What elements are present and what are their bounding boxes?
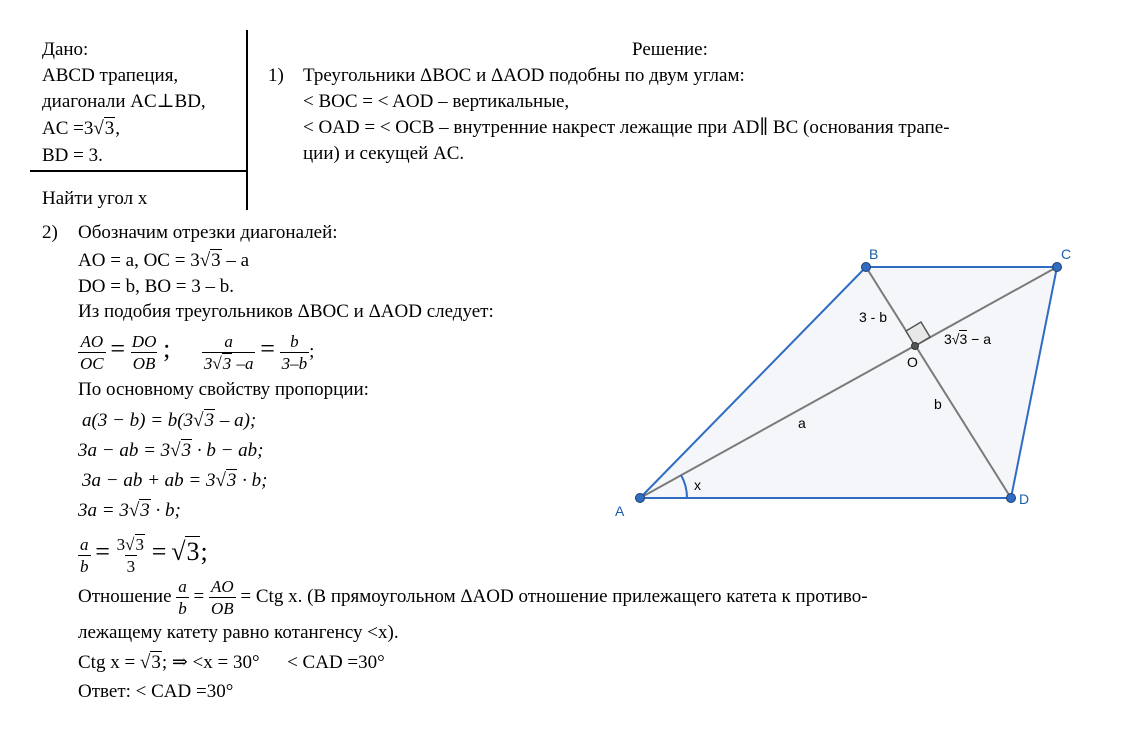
segment-bo-label: 3 - b bbox=[859, 309, 888, 325]
step-2-line-1: Обозначим отрезки диагоналей: bbox=[78, 222, 338, 243]
step-2-line-2: AO = a, OC = 3√3 – a bbox=[78, 250, 250, 271]
given-line-2: диагонали AC⊥BD, bbox=[42, 91, 206, 112]
segment-ao-label: a bbox=[798, 415, 806, 431]
frac-rel-ao-ob: $\frac{AO}{OB}$ bbox=[211, 577, 234, 619]
step-1-line-1: Треугольники ΔBOC и ΔAOD подобны по двум углам: bbox=[303, 65, 745, 86]
given-line-1: ABCD трапеция, bbox=[42, 65, 179, 86]
frac-b-over: $\frac{b}{3-b}$ bbox=[281, 332, 308, 374]
find-text: Найти угол x bbox=[42, 188, 148, 209]
prop-end: ; bbox=[309, 341, 315, 362]
step-1-number: 1) bbox=[268, 65, 284, 86]
given-line-3: AC =3√3, bbox=[42, 118, 121, 139]
frac-a-b: $\frac{a}{b}$ bbox=[80, 535, 89, 577]
point-d bbox=[1007, 494, 1016, 503]
eq5-equals-1: = bbox=[95, 537, 110, 566]
point-b bbox=[862, 263, 871, 272]
step-2-line-3: DO = b, BO = 3 – b. bbox=[78, 276, 235, 297]
equation-1: a(3 − b) = b(3√3 – a); bbox=[82, 410, 257, 431]
equation-3: 3a − ab + ab = 3√3 · b; bbox=[82, 470, 268, 491]
answer-label: Ответ: bbox=[78, 681, 131, 702]
ctg-cad: < CAD =30° bbox=[287, 652, 385, 673]
equation-4: 3a = 3√3 · b; bbox=[78, 500, 181, 521]
prop-eq-2: = bbox=[260, 334, 275, 363]
prop-eq-1: = bbox=[110, 334, 126, 363]
step-2-line-5: По основному свойству пропорции: bbox=[78, 379, 369, 400]
given-ac-text: AC =3 bbox=[42, 118, 94, 139]
relation-equals: = bbox=[193, 586, 205, 607]
relation-word: Отношение bbox=[78, 586, 172, 607]
segment-oc-label: 3√3 − a bbox=[944, 331, 992, 347]
point-o bbox=[912, 343, 919, 350]
step-1-line-3: < OAD = < OCB – внутренние накрест лежащие при AD∥ BC (основания трапе- bbox=[303, 117, 950, 138]
frac-rel-a-b: $\frac{a}{b}$ bbox=[178, 577, 187, 619]
oc-root: 3 bbox=[211, 250, 221, 271]
relation-tail: = Ctg x. (В прямоугольном ΔAOD отношение прилежащего катета к противо- bbox=[240, 586, 868, 607]
step-2-number: 2) bbox=[42, 222, 58, 243]
point-c bbox=[1053, 263, 1062, 272]
frac-a-over: $\frac{a}{3√3 -a}$ bbox=[203, 332, 254, 374]
step-1-line-2: < BOC = < AOD – вертикальные, bbox=[303, 91, 570, 112]
solution-heading: Решение: bbox=[632, 39, 708, 60]
eq5-end: ; bbox=[200, 537, 208, 566]
label-a: A bbox=[615, 503, 625, 519]
frac-do-ob: $\frac{DO}{OB}$ bbox=[131, 332, 157, 374]
label-c: C bbox=[1061, 246, 1072, 262]
relation-line-2: лежащему катету равно котангенсу <x). bbox=[78, 622, 399, 643]
label-b: B bbox=[869, 246, 879, 262]
prop-sep: ; bbox=[163, 334, 171, 363]
given-ac-root: 3 bbox=[104, 118, 115, 139]
eq5-root: √3 bbox=[171, 537, 200, 566]
step-1-line-4: ции) и секущей AC. bbox=[303, 143, 465, 164]
label-o: O bbox=[907, 354, 918, 370]
label-d: D bbox=[1019, 491, 1030, 507]
equation-2: 3a − ab = 3√3 · b − ab; bbox=[78, 440, 264, 461]
ctg-line: Ctg x = √3; ⇒ <x = 30° < CAD =30° bbox=[78, 652, 385, 673]
given-heading: Дано: bbox=[42, 39, 89, 60]
segment-od-label: b bbox=[934, 396, 942, 412]
frac-3root3-3: $\frac{3√3}{3}$ bbox=[116, 535, 145, 577]
frac-ao-oc: $\frac{AO}{OC}$ bbox=[80, 332, 104, 374]
oc-minus-a: – a bbox=[221, 250, 250, 271]
eq5-equals-2: = bbox=[151, 537, 167, 566]
given-ac-comma: , bbox=[115, 118, 121, 139]
ao-oc-text: AO = a, OC = 3 bbox=[78, 250, 200, 271]
angle-x-label: x bbox=[694, 477, 701, 493]
step-2-line-4: Из подобия треугольников ΔBOC и ΔAOD следует: bbox=[78, 301, 494, 322]
answer-value: < CAD =30° bbox=[135, 681, 234, 702]
point-a bbox=[636, 494, 645, 503]
given-line-4: BD = 3. bbox=[42, 145, 103, 166]
